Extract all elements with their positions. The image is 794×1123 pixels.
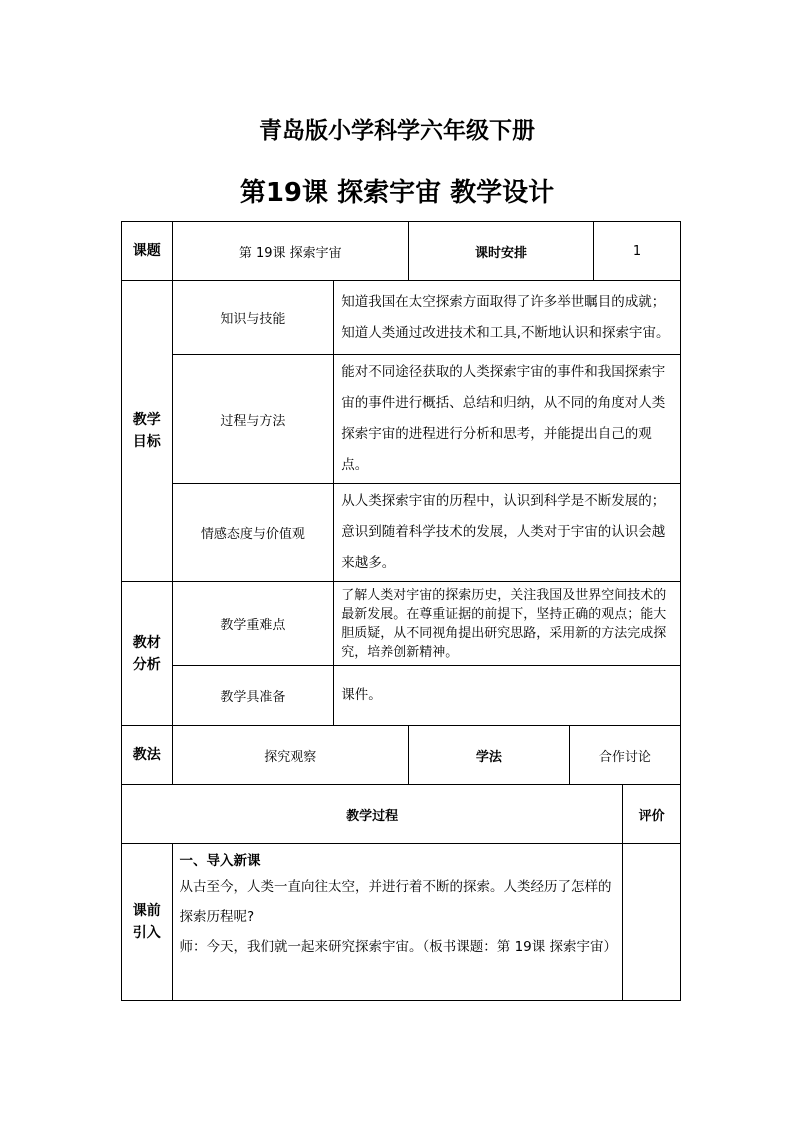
teaching-method-value: 探究观察 — [172, 726, 409, 785]
goal-process-text: 能对不同途径获取的人类探索宇宙的事件和我国探索宇宙的事件进行概括、总结和归纳，从不同的角度对人类探索宇宙的进程进行分析和思考，并能提出自己的观点。 — [334, 355, 681, 484]
topic-value: 第 19课 探索宇宙 — [172, 222, 409, 281]
goal-knowledge-text: 知道我国在太空探索方面取得了许多举世瞩目的成就；知道人类通过改进技术和工具,不断地认识和探索宇宙。 — [334, 281, 681, 355]
goal-attitude-text: 从人类探索宇宙的历程中，认识到科学是不断发展的；意识到随着科学技术的发展，人类对于宇宙的认识会越来越多。 — [334, 484, 681, 582]
goal-attitude-label: 情感态度与价值观 — [172, 484, 334, 582]
schedule-value: 1 — [594, 222, 681, 281]
analysis-key-text: 了解人类对宇宙的探索历史，关注我国及世界空间技术的最新发展。在尊重证据的前提下，坚持正确的观点；能大胆质疑，从不同视角提出研究思路，采用新的方法完成探究，培养创新精神。 — [334, 582, 681, 666]
document-title: 青岛版小学科学六年级下册 — [259, 118, 535, 144]
evaluation-header: 评价 — [623, 785, 681, 844]
goals-label: 教学目标 — [122, 281, 173, 582]
topic-label: 课题 — [122, 222, 173, 281]
analysis-prep-label: 教学具准备 — [172, 666, 334, 726]
process-header: 教学过程 — [122, 785, 623, 844]
learning-method-value: 合作讨论 — [569, 726, 680, 785]
intro-heading: 一、导入新课 — [179, 853, 261, 869]
learning-method-label: 学法 — [409, 726, 570, 785]
teaching-method-label: 教法 — [122, 726, 173, 785]
document-subtitle: 第19课 探索宇宙 教学设计 — [239, 178, 555, 208]
analysis-label: 教材分析 — [122, 582, 173, 726]
intro-label: 课前引入 — [122, 844, 173, 1001]
lesson-plan-table — [121, 221, 681, 1001]
analysis-key-label: 教学重难点 — [172, 582, 334, 666]
intro-evaluation-cell — [623, 844, 681, 1001]
goal-knowledge-label: 知识与技能 — [172, 281, 334, 355]
intro-paragraph-2: 师：今天，我们就一起来研究探索宇宙。（板书课题：第 19课 探索宇宙） — [179, 939, 618, 955]
analysis-prep-text: 课件。 — [334, 666, 681, 726]
schedule-label: 课时安排 — [409, 222, 594, 281]
goal-process-label: 过程与方法 — [172, 355, 334, 484]
intro-paragraph-1: 从古至今，人类一直向往太空，并进行着不断的探索。人类经历了怎样的探索历程呢? — [179, 879, 612, 925]
intro-content — [172, 844, 623, 1001]
